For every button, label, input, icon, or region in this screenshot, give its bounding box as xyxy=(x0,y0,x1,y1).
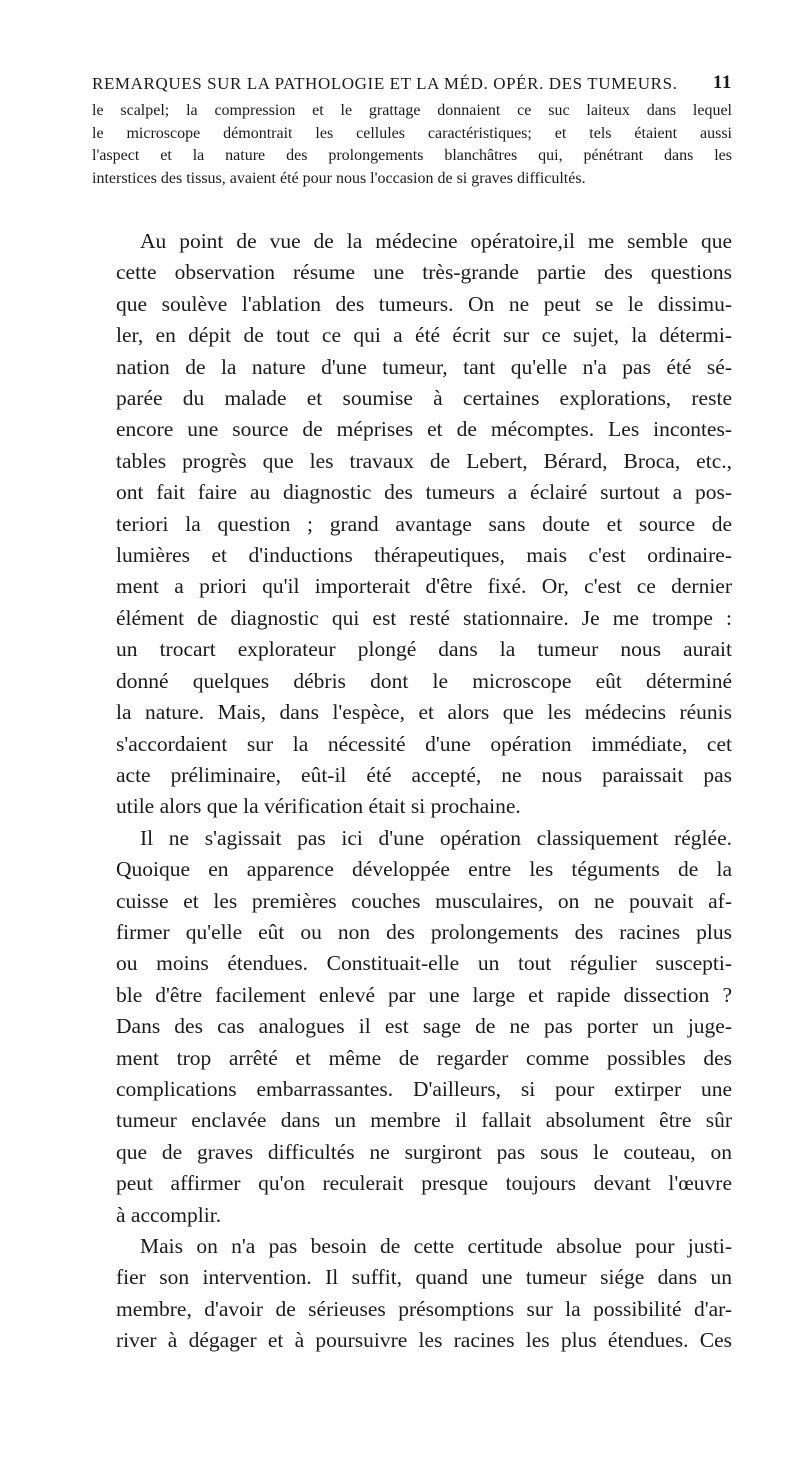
text-line: acte préliminaire, eût-il été accepté, ne nous paraissait pas xyxy=(116,762,732,787)
footnote-line: le microscope démontrait les cellules caractéristiques; et tels étaient aussi xyxy=(92,124,732,142)
footnote xyxy=(92,100,732,190)
footnote-line: interstices des tissus, avaient été pour nous l'occasion de si graves difficultés. xyxy=(92,169,586,187)
text-line: ble d'être facilement enlevé par une large et rapide dissection ? xyxy=(116,982,732,1007)
text-line: Quoique en apparence développée entre les téguments de la xyxy=(116,857,732,882)
text-line: Il ne s'agissait pas ici d'une opération classiquement réglée. xyxy=(140,825,732,850)
text-line: s'accordaient sur la nécessité d'une opération immédiate, cet xyxy=(116,731,732,756)
footnote-line: l'aspect et la nature des prolongements blanchâtres qui, pénétrant dans les xyxy=(92,147,732,164)
running-head xyxy=(92,68,732,100)
text-line: cette observation résume une très-grande partie des questions xyxy=(116,260,732,285)
text-line: teriori la question ; grand avantage sans doute et source de xyxy=(116,511,732,536)
text-line: un trocart explorateur plongé dans la tumeur nous aurait xyxy=(116,637,732,662)
text-line: parée du malade et soumise à certaines explorations, reste xyxy=(116,386,732,411)
text-line: firmer qu'elle eût ou non des prolongements des racines plus xyxy=(116,919,732,944)
text-line: fier son intervention. Il suffit, quand une tumeur siége dans un xyxy=(116,1265,732,1290)
paragraph xyxy=(92,1231,732,1357)
paragraph xyxy=(92,823,732,1231)
text-line: encore une source de méprises et de mécomptes. Les incontes- xyxy=(116,417,732,442)
text-line: la nature. Mais, dans l'espèce, et alors que les médecins réunis xyxy=(116,700,732,725)
book-page xyxy=(92,68,732,1357)
text-line: à accomplir. xyxy=(116,1202,222,1227)
text-line: ont fait faire au diagnostic des tumeurs a éclairé surtout a pos- xyxy=(116,480,732,505)
text-line: peut affirmer qu'on reculerait presque toujours devant l'œuvre xyxy=(116,1171,732,1196)
text-line: ment a priori qu'il importerait d'être fixé. Or, c'est ce dernier xyxy=(116,574,732,599)
text-line: élément de diagnostic qui est resté stationnaire. Je me trompe : xyxy=(116,605,732,630)
footnote-line: le scalpel; la compression et le grattage donnaient ce suc laiteux dans lequel xyxy=(92,102,732,119)
body-text xyxy=(92,226,732,1357)
text-line: membre, d'avoir de sérieuses présomptions sur la possibilité d'ar- xyxy=(116,1296,732,1321)
text-line: tables progrès que les travaux de Lebert, Bérard, Broca, etc., xyxy=(116,448,732,473)
text-line: ler, en dépit de tout ce qui a été écrit sur ce sujet, la détermi- xyxy=(116,323,732,348)
text-line: lumières et d'inductions thérapeutiques, mais c'est ordinaire- xyxy=(116,543,732,568)
running-title: REMARQUES SUR LA PATHOLOGIE ET LA MÉD. OPÉR. DES TUMEURS. xyxy=(92,74,678,93)
text-line: donné quelques débris dont le microscope eût déterminé xyxy=(116,668,732,693)
text-line: complications embarrassantes. D'ailleurs, si pour extirper une xyxy=(116,1076,732,1101)
text-line: utile alors que la vérification était si prochaine. xyxy=(116,794,521,819)
text-line: Mais on n'a pas besoin de cette certitude absolue pour justi- xyxy=(140,1234,732,1258)
paragraph xyxy=(92,226,732,823)
text-line: river à dégager et à poursuivre les racines les plus étendues. Ces xyxy=(116,1328,732,1353)
text-line: Dans des cas analogues il est sage de ne pas porter un juge- xyxy=(116,1014,732,1039)
text-line: nation de la nature d'une tumeur, tant qu'elle n'a pas été sé- xyxy=(116,354,732,379)
text-line: Au point de vue de la médecine opératoire,il me semble que xyxy=(140,229,732,253)
text-line: tumeur enclavée dans un membre il fallait absolument être sûr xyxy=(116,1108,732,1133)
text-line: cuisse et les premières couches musculaires, on ne pouvait af- xyxy=(116,888,732,913)
text-line: que de graves difficultés ne surgiront pas sous le couteau, on xyxy=(116,1139,732,1164)
text-line: ment trop arrêté et même de regarder comme possibles des xyxy=(116,1045,732,1070)
text-line: ou moins étendues. Constituait-elle un tout régulier suscepti- xyxy=(116,951,732,976)
page-number: 11 xyxy=(712,72,732,93)
text-line: que soulève l'ablation des tumeurs. On ne peut se le dissimu- xyxy=(116,291,732,316)
